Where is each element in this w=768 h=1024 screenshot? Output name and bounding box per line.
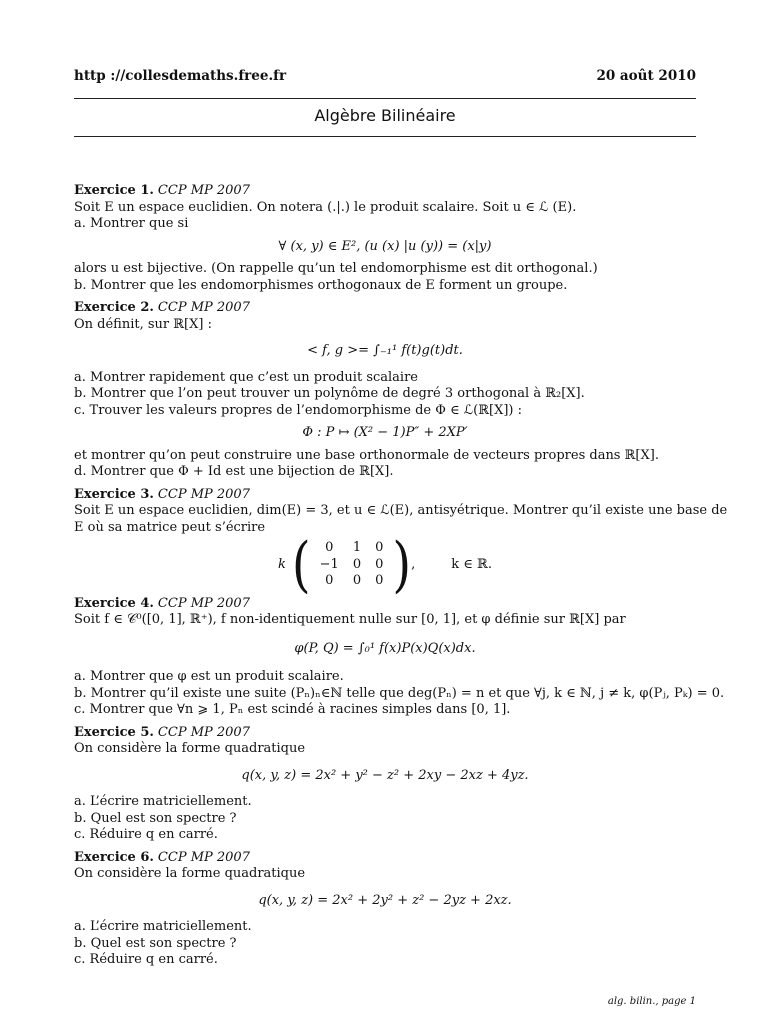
exercise-text: a. Montrer rapidement que c’est un produit scalaire bbox=[74, 369, 418, 385]
header-rule-top bbox=[74, 98, 696, 99]
header-date: 20 août 2010 bbox=[596, 68, 696, 84]
matrix-table bbox=[313, 540, 391, 590]
exercise-text: c. Réduire q en carré. bbox=[74, 952, 218, 967]
exercise-heading: Exercice 3. CCP MP 2007 bbox=[74, 486, 250, 502]
exercise-text: b. Quel est son spectre ? bbox=[74, 810, 237, 826]
header-rule-bottom bbox=[74, 136, 696, 137]
exercise-text: c. Réduire q en carré. bbox=[74, 827, 218, 842]
matrix-display bbox=[74, 529, 696, 600]
page-title: Algèbre Bilinéaire bbox=[314, 106, 456, 125]
exercise-text: a. Montrer que φ est un produit scalaire. bbox=[74, 669, 344, 684]
exercise-heading: Exercice 2. CCP MP 2007 bbox=[74, 300, 250, 315]
exercise-heading: Exercice 5. CCP MP 2007 bbox=[74, 724, 250, 740]
exercise-6 bbox=[74, 850, 696, 969]
display-equation: q(x, y, z) = 2x² + y² − z² + 2xy − 2xz + 4yz. bbox=[241, 767, 529, 783]
exercise-3 bbox=[74, 486, 728, 600]
exercise-text: alors u est bijective. (On rappelle qu’un tel endomorphisme est dit orthogonal.) bbox=[74, 261, 598, 276]
matrix-prefix: k bbox=[278, 556, 286, 572]
matrix-cell: 1 bbox=[352, 540, 362, 555]
exercise-text: a. Montrer que si bbox=[74, 216, 189, 231]
exercise-text: On considère la forme quadratique bbox=[74, 866, 306, 881]
right-paren: ) bbox=[392, 529, 412, 600]
matrix-cell: 0 bbox=[352, 573, 362, 588]
matrix-cell: 0 bbox=[325, 540, 334, 555]
display-equation: Φ : P ↦ (X² − 1)P″ + 2XP′ bbox=[302, 425, 468, 440]
exercise-text: a. L’écrire matriciellement. bbox=[74, 794, 252, 809]
matrix-cell: 0 bbox=[352, 556, 362, 572]
matrix-cell: 0 bbox=[325, 573, 334, 588]
exercise-text: Soit E un espace euclidien. On notera (.|.) le produit scalaire. Soit u ∈ ℒ (E). bbox=[74, 199, 577, 215]
exercise-text: Soit f ∈ 𝒞⁰([0, 1], ℝ⁺), f non-identiquement nulle sur [0, 1], et φ définie sur ℝ[X] par bbox=[74, 612, 626, 627]
exercise-text: a. L’écrire matriciellement. bbox=[74, 919, 252, 934]
exercise-text: b. Quel est son spectre ? bbox=[74, 935, 237, 951]
exercise-text: E où sa matrice peut s’écrire bbox=[74, 519, 266, 535]
exercise-1 bbox=[74, 183, 696, 294]
display-equation: ∀ (x, y) ∈ E², (u (x) |u (y)) = (x|y) bbox=[278, 238, 492, 254]
exercise-text: b. Montrer que les endomorphismes orthogonaux de E forment un groupe. bbox=[74, 277, 568, 293]
exercise-text: On définit, sur ℝ[X] : bbox=[74, 316, 212, 332]
exercise-text: c. Trouver les valeurs propres de l’endomorphisme de Φ ∈ ℒ(ℝ[X]) : bbox=[74, 402, 523, 418]
exercise-list bbox=[74, 177, 728, 969]
exercise-heading: Exercice 1. CCP MP 2007 bbox=[74, 183, 250, 198]
exercise-text: b. Montrer que l’on peut trouver un polynôme de degré 3 orthogonal à ℝ₂[X]. bbox=[74, 386, 585, 401]
exercise-heading: Exercice 6. CCP MP 2007 bbox=[74, 849, 250, 865]
exercise-text: On considère la forme quadratique bbox=[74, 741, 306, 756]
exercise-text: Soit E un espace euclidien, dim(E) = 3, et u ∈ ℒ(E), antisyétrique. Montrer qu’il existe une base de bbox=[74, 503, 728, 518]
exercise-text: c. Montrer que ∀n ⩾ 1, Pₙ est scindé à racines simples dans [0, 1]. bbox=[74, 702, 511, 717]
header-url[interactable]: http ://collesdemaths.free.fr bbox=[74, 68, 287, 84]
display-equation: q(x, y, z) = 2x² + 2y² + z² − 2yz + 2xz. bbox=[258, 892, 512, 908]
exercise-5 bbox=[74, 725, 696, 844]
exercise-text: et montrer qu’on peut construire une base orthonormale de vecteurs propres dans ℝ[X]. bbox=[74, 447, 659, 463]
exercise-4 bbox=[74, 595, 725, 719]
page-header bbox=[74, 68, 696, 88]
page-footer: alg. bilin., page 1 bbox=[607, 996, 696, 1007]
exercise-text: d. Montrer que Φ + Id est une bijection de ℝ[X]. bbox=[74, 464, 394, 479]
display-equation: φ(P, Q) = ∫₀¹ f(x)P(x)Q(x)dx. bbox=[294, 640, 476, 656]
matrix-cell: 0 bbox=[375, 540, 384, 555]
matrix-cell: 0 bbox=[375, 573, 384, 588]
left-paren: ( bbox=[291, 529, 311, 600]
display-equation: < f, g >= ∫₋₁¹ f(t)g(t)dt. bbox=[307, 343, 463, 358]
exercise-heading: Exercice 4. CCP MP 2007 bbox=[74, 595, 250, 611]
exercise-text: b. Montrer qu’il existe une suite (Pₙ)ₙ∈ℕ telle que deg(Pₙ) = n et que ∀j, k ∈ ℕ, j ≠ k, φ(Pⱼ, Pₖ) = 0. bbox=[74, 685, 725, 701]
matrix-set: k ∈ ℝ. bbox=[451, 556, 492, 572]
matrix-cell: 0 bbox=[375, 556, 384, 572]
matrix-suffix: , bbox=[411, 556, 416, 572]
exercise-2 bbox=[74, 300, 696, 481]
matrix-cell: −1 bbox=[319, 556, 339, 572]
